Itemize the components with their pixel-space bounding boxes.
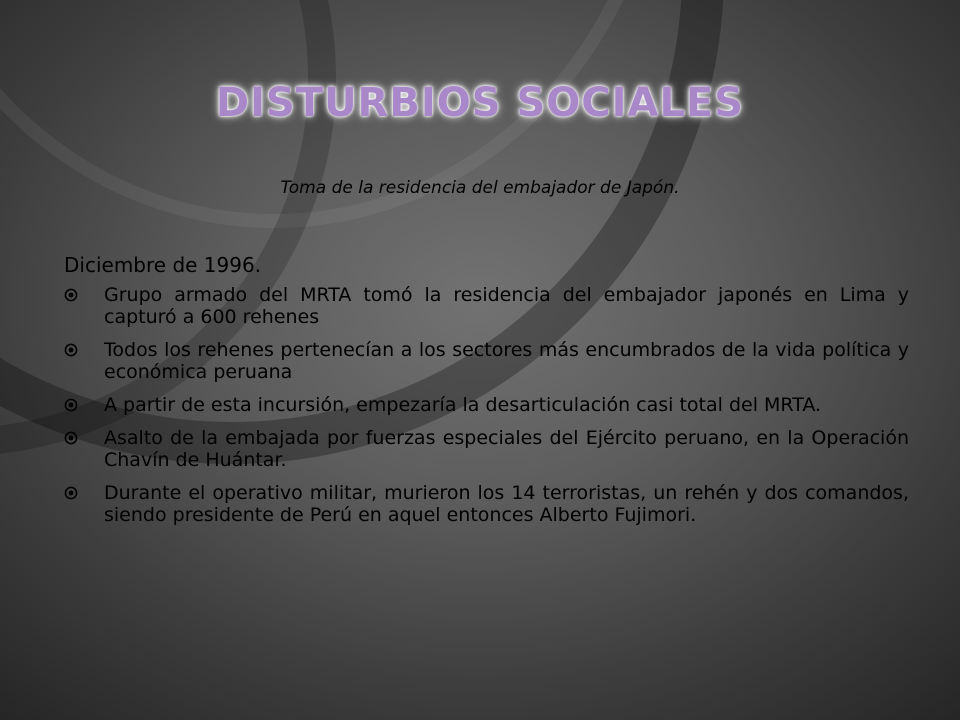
slide-title: DISTURBIOS SOCIALES bbox=[215, 80, 745, 126]
bullet-text: A partir de esta incursión, empezaría la desarticulación casi total del MRTA. bbox=[104, 394, 822, 416]
circled-dot-icon bbox=[64, 343, 78, 357]
bullet-item bbox=[64, 482, 909, 526]
bullet-text: Todos los rehenes pertenecían a los sectores más encumbrados de la vida política y económica peruana bbox=[104, 339, 909, 383]
circled-dot-icon bbox=[64, 431, 78, 445]
bullet-text: Durante el operativo militar, murieron los 14 terroristas, un rehén y dos comandos, siendo presidente de Perú en aquel entonces Alberto Fujimori. bbox=[104, 482, 909, 526]
slide-body bbox=[64, 252, 909, 537]
bullet-item bbox=[64, 394, 909, 416]
bullet-item bbox=[64, 339, 909, 383]
slide-subtitle: Toma de la residencia del embajador de Japón. bbox=[280, 178, 680, 198]
intro-date: Diciembre de 1996. bbox=[64, 253, 262, 277]
circled-dot-icon bbox=[64, 288, 78, 302]
bullet-text: Asalto de la embajada por fuerzas especiales del Ejército peruano, en la Operación Chavín de Huántar. bbox=[104, 427, 909, 471]
circled-dot-icon bbox=[64, 398, 78, 412]
bullet-item bbox=[64, 427, 909, 471]
circled-dot-icon bbox=[64, 486, 78, 500]
bullet-list bbox=[64, 284, 909, 526]
bullet-text: Grupo armado del MRTA tomó la residencia del embajador japonés en Lima y capturó a 600 rehenes bbox=[104, 284, 909, 328]
bullet-item bbox=[64, 284, 909, 328]
